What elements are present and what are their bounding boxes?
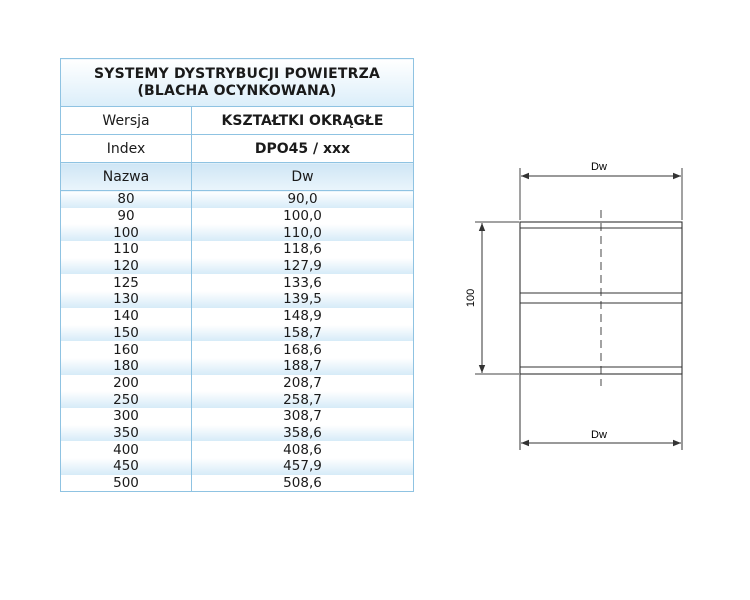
index-label: Index [61,135,192,163]
table-row [61,291,414,308]
table-row [61,241,414,258]
table-row [61,441,414,458]
nazwa-cell: 125 [61,274,192,291]
dw-cell: 158,7 [192,325,414,342]
index-value: DPO45 / xxx [192,135,414,163]
table-title-line1: SYSTEMY DYSTRYBUCJI POWIETRZA [94,65,380,82]
nazwa-cell: 130 [61,291,192,308]
dw-cell: 188,7 [192,358,414,375]
nazwa-cell: 350 [61,425,192,442]
table-row [61,425,414,442]
table-title-row [61,59,414,107]
table-row [61,391,414,408]
index-row [61,135,414,163]
height-dim-label: 100 [465,288,477,308]
dw-cell: 90,0 [192,191,414,208]
table-row [61,375,414,392]
dw-cell: 358,6 [192,425,414,442]
dw-cell: 168,6 [192,341,414,358]
nazwa-cell: 300 [61,408,192,425]
nazwa-cell: 140 [61,308,192,325]
spec-table [60,58,414,492]
table-row [61,475,414,492]
bottom-dimension [521,429,681,443]
dw-cell: 133,6 [192,274,414,291]
dw-cell: 258,7 [192,391,414,408]
version-value: KSZTAŁTKI OKRĄGŁE [192,107,414,135]
top-dim-label: Dw [591,161,607,173]
height-dimension [465,222,519,374]
table-row [61,458,414,475]
dw-cell: 127,9 [192,258,414,275]
dw-cell: 139,5 [192,291,414,308]
nazwa-cell: 120 [61,258,192,275]
bottom-dim-label: Dw [591,429,607,441]
table-row [61,258,414,275]
dw-cell: 208,7 [192,375,414,392]
dw-cell: 457,9 [192,458,414,475]
table-row [61,408,414,425]
dw-cell: 118,6 [192,241,414,258]
table-row [61,208,414,225]
nazwa-cell: 450 [61,458,192,475]
nazwa-cell: 80 [61,191,192,208]
version-label: Wersja [61,107,192,135]
dw-cell: 508,6 [192,475,414,492]
dw-column-header: Dw [192,163,414,191]
nazwa-cell: 90 [61,208,192,225]
name-column-header: Nazwa [61,163,192,191]
nazwa-cell: 400 [61,441,192,458]
table-row [61,274,414,291]
nazwa-cell: 160 [61,341,192,358]
table-data-body [61,191,414,492]
nazwa-cell: 150 [61,325,192,342]
table-row [61,358,414,375]
dw-cell: 148,9 [192,308,414,325]
nazwa-cell: 100 [61,224,192,241]
table-row [61,191,414,208]
dw-cell: 100,0 [192,208,414,225]
version-row [61,107,414,135]
dw-cell: 110,0 [192,224,414,241]
nazwa-cell: 250 [61,391,192,408]
table-title-line2: (BLACHA OCYNKOWANA) [137,82,337,99]
column-header-row [61,163,414,191]
fitting-drawing [455,160,695,460]
nazwa-cell: 180 [61,358,192,375]
dw-cell: 408,6 [192,441,414,458]
table-row [61,308,414,325]
nazwa-cell: 500 [61,475,192,492]
nazwa-cell: 200 [61,375,192,392]
fitting-body [520,210,682,450]
table-row [61,224,414,241]
table-row [61,341,414,358]
table-row [61,325,414,342]
table-title [61,59,414,107]
dw-cell: 308,7 [192,408,414,425]
nazwa-cell: 110 [61,241,192,258]
